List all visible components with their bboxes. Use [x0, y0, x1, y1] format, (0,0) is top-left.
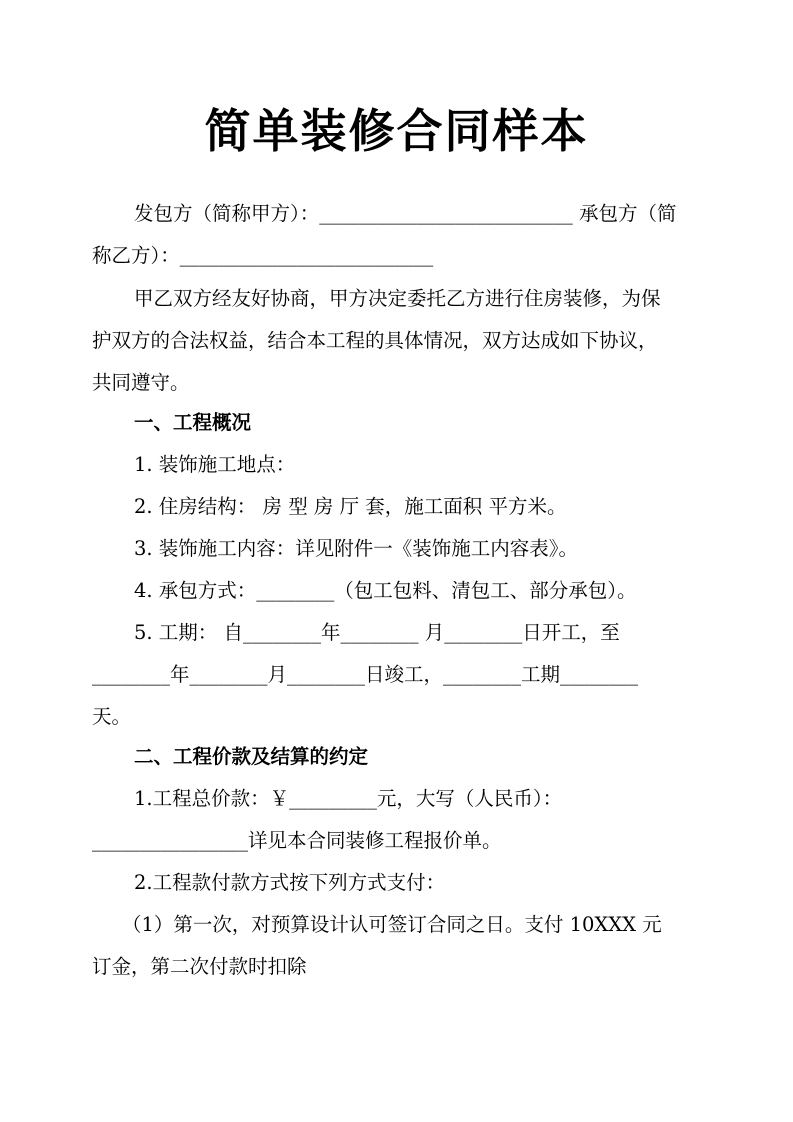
- party-a-line: 发包方（简称甲方）：__________________________ 承包方（简: [134, 202, 677, 225]
- clause-1-5-line-2: ________年________月________日竣工，________工期________: [92, 663, 639, 686]
- clause-1-4: 4. 承包方式：________（包工包料、清包工、部分承包）。: [134, 579, 637, 602]
- party-b-line: 称乙方）：__________________________: [92, 244, 434, 267]
- clause-2-2: 2.工程款付款方式按下列方式支付：: [134, 871, 446, 894]
- section-heading-1: 一、工程概况: [134, 411, 252, 434]
- clause-1-1: 1. 装饰施工地点：: [134, 453, 296, 476]
- clause-2-1-line-1: 1.工程总价款：￥_________元，大写（人民币）：: [134, 787, 563, 810]
- clause-2-1-line-2: ________________详见本合同装修工程报价单。: [92, 829, 502, 852]
- clause-1-5-line-1: 5. 工期： 自________年________ 月________日开工，至: [134, 621, 620, 644]
- document-title: 简单装修合同样本: [204, 104, 589, 158]
- intro-paragraph-line-2: 护双方的合法权益，结合本工程的具体情况，双方达成如下协议，: [92, 329, 658, 352]
- clause-2-2-1-line-2: 订金，第二次付款时扣除: [92, 955, 307, 978]
- clause-1-2: 2. 住房结构： 房 型 房 厅 套，施工面积 平方米。: [134, 495, 567, 518]
- clause-1-3: 3. 装饰施工内容：详见附件一《装饰施工内容表》。: [134, 537, 579, 560]
- intro-paragraph-line-3: 共同遵守。: [92, 371, 190, 394]
- section-heading-2: 二、工程价款及结算的约定: [134, 745, 369, 768]
- clause-1-5-line-3: 天。: [92, 705, 132, 728]
- intro-paragraph-line-1: 甲乙双方经友好协商，甲方决定委托乙方进行住房装修，为保: [134, 287, 661, 310]
- clause-2-2-1-line-1: （1）第一次，对预算设计认可签订合同之日。支付 10XXX 元: [122, 913, 662, 936]
